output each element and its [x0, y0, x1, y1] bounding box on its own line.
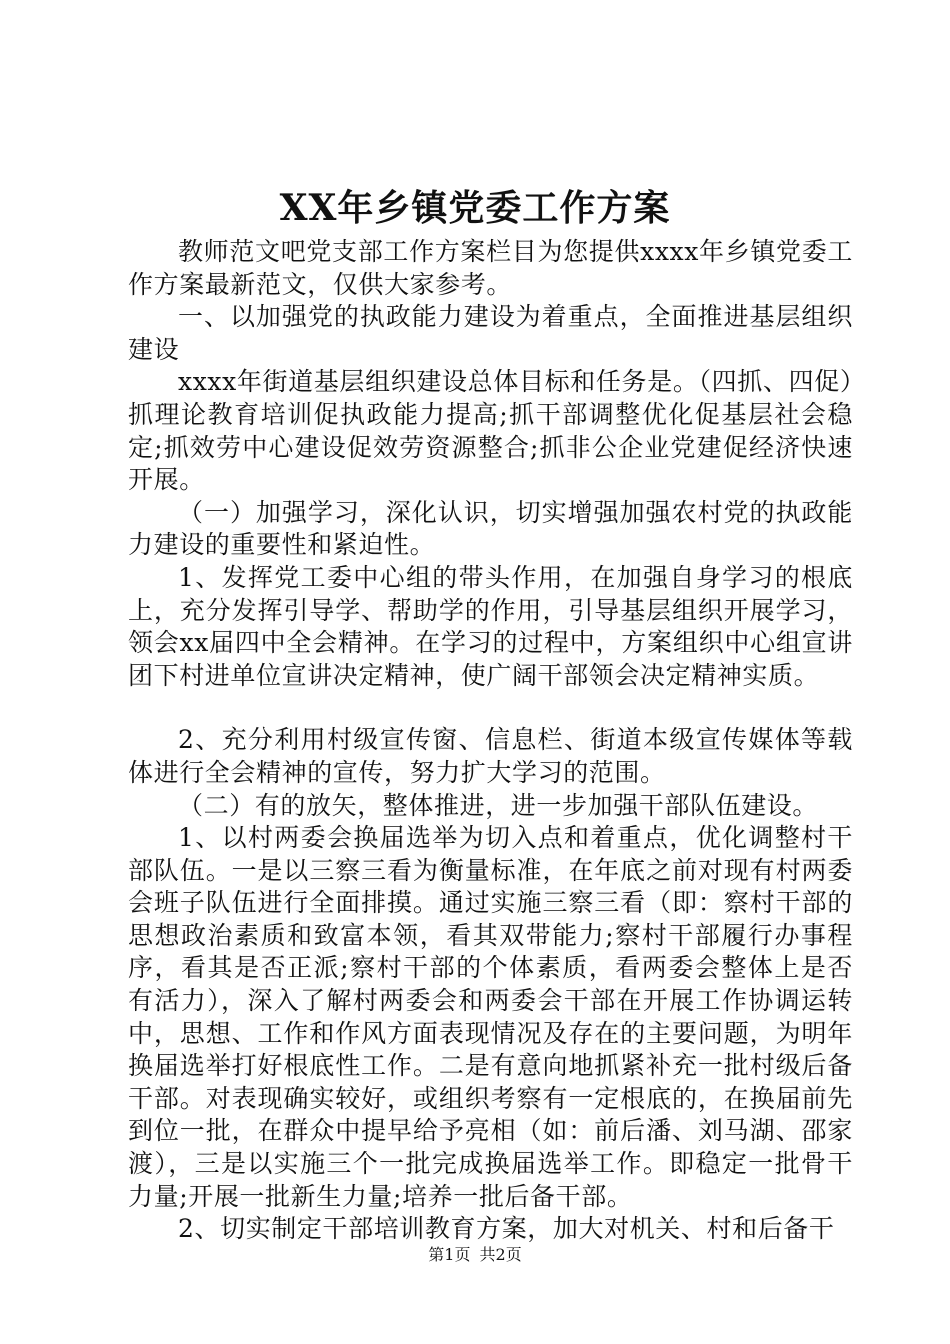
paragraph: 2、切实制定干部培训教育方案，加大对机关、村和后备干	[178, 1214, 835, 1244]
paragraph: 教师范文吧党支部工作方案栏目为您提供xxxx年乡镇党委工作方案最新范文，仅供大家参考。	[128, 237, 853, 299]
paragraph: xxxx年街道基层组织建设总体目标和任务是。（四抓、四促）抓理论教育培训促执政能力提高;抓干部调整优化促基层社会稳定;抓效劳中心建设促效劳资源整合;抓非公企业党建促经济快速开展。	[128, 367, 853, 495]
page-total: 共2页	[479, 1245, 522, 1264]
paragraph: 2、充分利用村级宣传窗、信息栏、街道本级宣传媒体等载体进行全会精神的宣传，努力扩大学习的范围。	[128, 725, 853, 787]
paragraph: 一、以加强党的执政能力建设为着重点，全面推进基层组织建设	[128, 302, 853, 364]
paragraph: （一）加强学习，深化认识，切实增强加强农村党的执政能力建设的重要性和紧迫性。	[128, 497, 853, 560]
paragraph: 1、发挥党工委中心组的带头作用，在加强自身学习的根底上，充分发挥引导学、帮助学的作用，引导基层组织开展学习，领会xx届四中全会精神。在学习的过程中，方案组织中心组宣讲团下村进单位宣讲决定精神，使广阔干部领会决定精神实质。	[128, 562, 853, 690]
paragraph: （二）有的放矢，整体推进，进一步加强干部队伍建设。	[178, 790, 819, 820]
page-title: XX年乡镇党委工作方案	[279, 187, 671, 229]
document-body	[128, 236, 853, 1246]
page-footer	[0, 1244, 950, 1266]
paragraph: 1、以村两委会换届选举为切入点和着重点，优化调整村干部队伍。一是以三察三看为衡量标准，在年底之前对现有村两委会班子队伍进行全面排摸。通过实施三察三看（即：察村干部的思想政治素质和致富本领，看其双带能力;察村干部履行办事程序，看其是否正派;察村干部的个体素质，看两委会整体上是否有活力），深入了解村两委会和两委会干部在开展工作协调运转中，思想、工作和作风方面表现情况及存在的主要问题，为明年换届选举打好根底性工作。二是有意向地抓紧补充一批村级后备干部。对表现确实较好，或组织考察有一定根底的，在换届前先到位一批，在群众中提早给予亮相（如：前后潘、刘马湖、邵家渡），三是以实施三个一批完成换届选举工作。即稳定一批骨干力量;开展一批新生力量;培养一批后备干部。	[128, 823, 853, 1211]
page-number: 第1页	[428, 1245, 471, 1264]
